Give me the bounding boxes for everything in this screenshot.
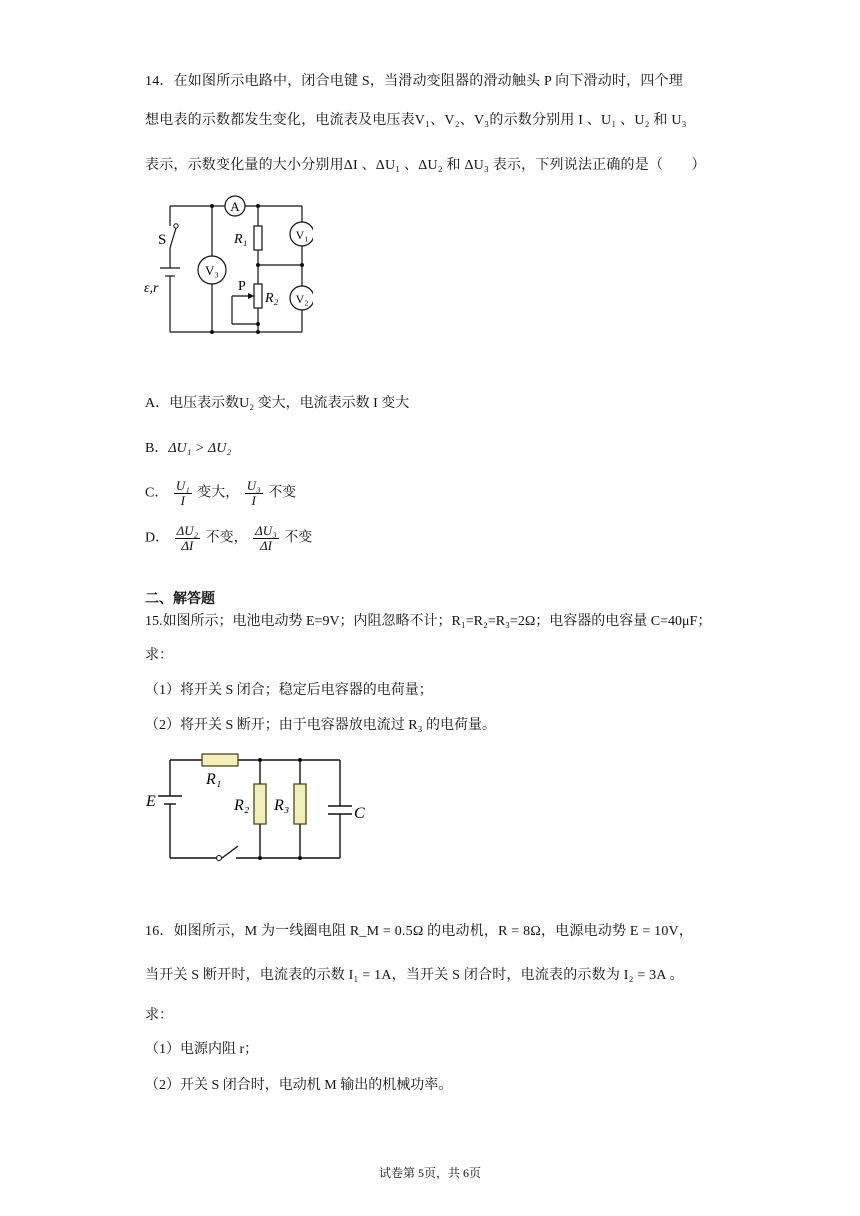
switch-label: S <box>158 232 167 248</box>
option-c-end: 不变 <box>268 485 297 501</box>
q14-option-c <box>145 479 296 508</box>
q15-e-label: E <box>146 793 156 810</box>
section-title: 二、解答题 <box>145 591 215 607</box>
q15-r3-label: R₃ <box>274 797 290 814</box>
page-footer: 试卷第 5页，共 6页 <box>378 1166 481 1180</box>
q15-line2: 求： <box>145 648 173 663</box>
option-c-mid: 变大， <box>197 485 240 501</box>
q16-line3: 求： <box>145 1008 173 1023</box>
q14-line1: 14．在如图所示电路中，闭合电键 S，当滑动变阻器的滑动触头 P 向下滑动时，四个理 <box>145 74 683 89</box>
ammeter-label: A <box>230 199 240 214</box>
q15-sub2: （2）将开关 S 断开；由于电容器放电流过 R₃ 的电荷量。 <box>145 718 497 733</box>
option-b-expr: ΔU₁ > ΔU₂ <box>168 441 232 456</box>
q16-sub1: （1）电源内阻 r； <box>145 1042 259 1057</box>
q15-line1: 15.如图所示；电池电动势 E=9V；内阻忽略不计；R₁=R₂=R₃=2Ω；电容器的电容量 C=40μF； <box>145 614 712 629</box>
v2-label: V₂ <box>295 292 309 306</box>
q14-line2: 想电表的示数都发生变化，电流表及电压表V₁、V₂、V₃的示数分别用 I 、U₁ 、U₂ 和 U₃ <box>145 113 687 128</box>
q14-option-b <box>145 439 231 459</box>
option-d-end: 不变 <box>284 530 313 546</box>
q16-line2: 当开关 S 断开时，电流表的示数 I₁ = 1A，当开关 S 闭合时，电流表的示数为 I₂ = 3A 。 <box>145 968 684 983</box>
q14-circuit-diagram <box>138 192 313 337</box>
q14-option-a: A．电压表示数U₂ 变大，电流表示数 I 变大 <box>145 396 410 411</box>
option-b-prefix: B． <box>145 441 169 456</box>
q16-line1: 16．如图所示，M 为一线圈电阻 R_M = 0.5Ω 的电动机，R = 8Ω，电源电动势 E = 10V， <box>145 924 694 939</box>
option-d-fraction-2: $\frac{\text{ΔU₃}}{\Delta I}$ <box>255 523 277 553</box>
q15-r1-label: R₁ <box>206 771 222 788</box>
option-d-mid: 不变， <box>205 530 248 546</box>
v1-label: V₁ <box>295 228 309 242</box>
q14-option-d <box>145 524 312 553</box>
source-label: ε,r <box>144 281 159 296</box>
r1-label: R₁ <box>234 232 248 247</box>
option-d-prefix: D． <box>145 530 170 546</box>
q16-sub2: （2）开关 S 闭合时，电动机 M 输出的机械功率。 <box>145 1078 453 1093</box>
v3-label: V₃ <box>205 263 219 278</box>
q14-line3: 表示，示数变化量的大小分别用ΔI 、ΔU₁ 、ΔU₂ 和 ΔU₃ 表示，下列说法正确的是（ ） <box>145 158 706 173</box>
r2-label: R₂ <box>265 291 279 306</box>
q15-circuit-diagram <box>142 748 372 866</box>
option-d-fraction-1: $\frac{\text{ΔU₂}}{\Delta I}$ <box>176 523 199 553</box>
slider-p-label: P <box>238 279 246 294</box>
option-c-prefix: C． <box>145 485 169 501</box>
q15-r2-label: R₂ <box>234 797 250 814</box>
q15-sub1: （1）将开关 S 闭合；稳定后电容器的电荷量； <box>145 683 433 698</box>
option-c-fraction-1: $\frac{\text{U₁}}{I}$ <box>175 478 190 508</box>
option-c-fraction-2: $\frac{\text{U₃}}{I}$ <box>246 478 261 508</box>
q15-c-label: C <box>354 805 365 822</box>
